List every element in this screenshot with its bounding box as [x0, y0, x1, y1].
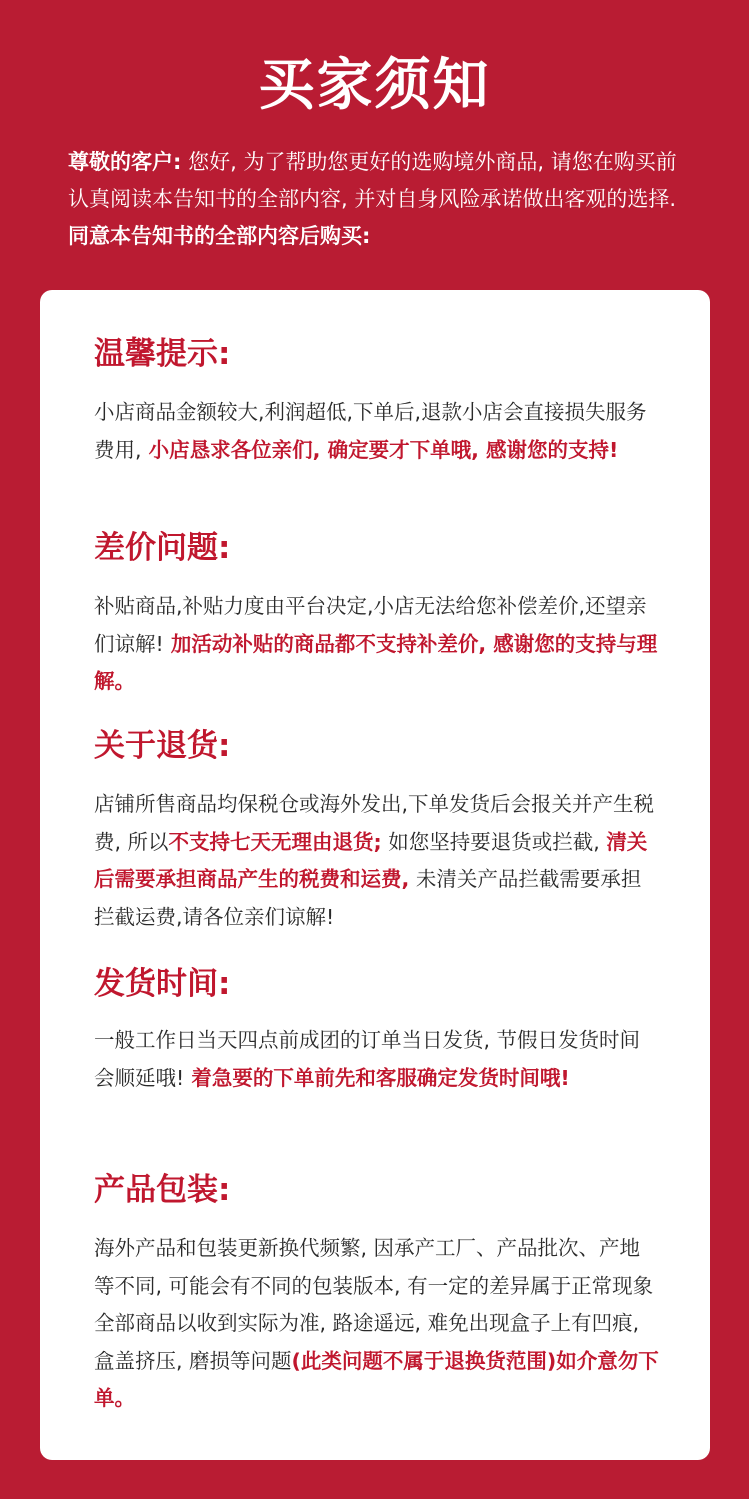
section-after: 如介意勿下单。: [94, 1348, 659, 1410]
section-highlight: 加活动补贴的商品都不支持补差价, 感谢您的支持与理解。: [94, 631, 658, 693]
section-title-price-difference: 差价问题:: [94, 530, 231, 566]
section-highlight: 不支持七天无理由退货;: [168, 829, 382, 854]
section-after: 未清关产品拦截需要承担拦截运费,请各位亲们谅解!: [94, 867, 642, 929]
section-text: 补贴商品,补贴力度由平台决定,小店无法给您补偿差价,还望亲们谅解!: [94, 594, 647, 656]
section-highlight: 小店恳求各位亲们, 确定要才下单哦, 感谢您的支持!: [141, 437, 619, 462]
section-title-tips: 温馨提示:: [94, 336, 231, 372]
section-highlight: (此类问题不属于退换货范围): [291, 1348, 557, 1373]
page-title: 买家须知: [258, 53, 491, 118]
section-text: 海外产品和包装更新换代频繁, 因承产工厂、产品批次、产地等不同, 可能会有不同的包装版本, 有一定的差异属于正常现象全部商品以收到实际为准, 路途遥远, 难免出现盒子上有凹痕, 盒盖挤压, 磨损等问题: [94, 1236, 654, 1373]
section-body-shipping-time: [94, 1022, 660, 1097]
section-text: 小店商品金额较大,利润超低,下单后,退款小店会直接损失服务费用,: [94, 400, 647, 462]
notice-card: [40, 290, 710, 1460]
intro-lead: 尊敬的客户:: [68, 150, 182, 174]
intro-text: 您好, 为了帮助您更好的选购境外商品, 请您在购买前认真阅读本告知书的全部内容, 并对自身风险承诺做出客观的选择.: [68, 150, 677, 211]
section-body-tips: [94, 394, 660, 469]
section-body-returns: [94, 786, 660, 936]
section-highlight-2: 清关后需要承担商品产生的税费和运费,: [94, 829, 648, 891]
section-highlight: 着急要的下单前先和客服确定发货时间哦!: [184, 1065, 570, 1090]
section-title-shipping-time: 发货时间:: [94, 966, 231, 1002]
section-title-returns: 关于退货:: [94, 728, 231, 764]
section-body-packaging: [94, 1230, 660, 1418]
section-text: 店铺所售商品均保税仓或海外发出,下单发货后会报关并产生税费, 所以: [94, 792, 655, 854]
section-body-price-difference: [94, 588, 660, 701]
intro-emphasis: 同意本告知书的全部内容后购买:: [68, 224, 371, 248]
section-title-packaging: 产品包装:: [94, 1172, 231, 1208]
intro-paragraph: [68, 144, 690, 255]
section-text: 一般工作日当天四点前成团的订单当日发货, 节假日发货时间会顺延哦!: [94, 1028, 641, 1090]
section-middle: 如您坚持要退货或拦截,: [381, 829, 607, 854]
